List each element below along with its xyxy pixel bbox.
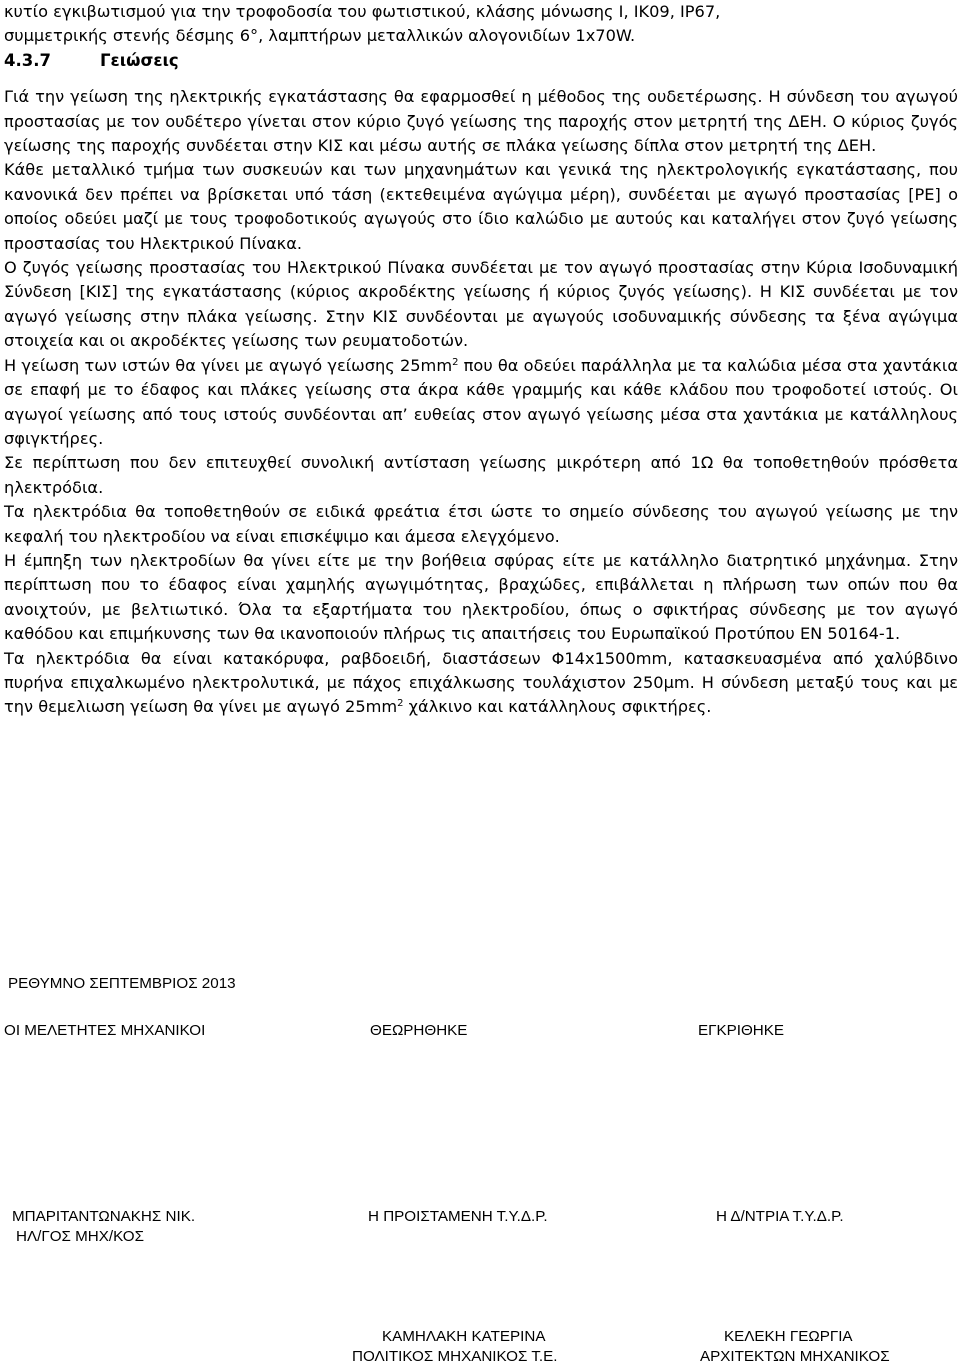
paragraph-7: Η έμπηξη των ηλεκτροδίων θα γίνει είτε με την βοήθεια σφύρας είτε με κατάλληλο διατρητικό μηχάνημα. Στην περίπτωση που το έδαφος είναι χαμηλής αγωγιμότητας, βραχώδες, επιβάλλεται η πλήρωση των οπών που θα ανοιχτούν, με βελτιωτικό. Όλα τα εξαρτήματα του ηλεκτροδίου, όπως ο σφικτήρας σύνδεσης με τον αγωγό καθόδου και επιμήκυνσης των θα ικανοποιούν πλήρως τις απαιτήσεις του Ευρωπαϊκού Προτύπου ΕΝ 50164-1. (4, 550, 958, 644)
paragraph-5: Σε περίπτωση που δεν επιτευχθεί συνολική αντίσταση γείωσης μικρότερη από 1Ω θα τοποθετηθούν πρόσθετα ηλεκτρόδια. (4, 453, 958, 497)
approver-title: Η Δ/ΝΤΡΙΑ Τ.Υ.Δ.Ρ. (716, 1208, 844, 1225)
designer-3-name: ΚΕΛΕΚΗ ΓΕΩΡΓΙΑ (724, 1328, 853, 1345)
paragraph-4-part-a: Η γείωση των ιστών θα γίνει με αγωγό γείωσης 25mm (4, 355, 453, 375)
designer-1-name: ΜΠΑΡΙΤΑΝΤΩΝΑΚΗΣ ΝΙΚ. (12, 1208, 196, 1225)
section-heading (4, 49, 958, 73)
reviewer-title: Η ΠΡΟΙΣΤΑΜΕΝΗ Τ.Υ.Δ.Ρ. (368, 1208, 548, 1225)
paragraph-8-superscript: 2 (397, 698, 404, 710)
spacer (4, 73, 958, 85)
section-number: 4.3.7 (4, 50, 51, 70)
intro-line-1: κυτίο εγκιβωτισμού για την τροφοδοσία του φωτιστικού, κλάσης μόνωσης Ι, ΙΚ09, ΙΡ67, (4, 2, 721, 21)
paragraph-8-part-a: Τα ηλεκτρόδια θα είναι κατακόρυφα, ραβδοειδή, διαστάσεων Φ14x1500mm, κατασκευασμένα από χαλύβδινο πυρήνα επιχαλκωμένο ηλεκτρολυτικά, με πάχος επιχάλκωσης τουλάχιστον 250μm. Η σύνδεση μεταξύ τους και με την θεμελιωση γείωση θα γίνει με αγωγό 25mm (4, 648, 958, 717)
paragraph-6: Τα ηλεκτρόδια θα τοποθετηθούν σε ειδικά φρεάτια έτσι ώστε το σημείο σύνδεσης του αγωγού γείωσης με την κεφαλή του ηλεκτροδίου να είναι επισκέψιμο και άμεσα ελεγχόμενο. (4, 502, 958, 546)
role-designers: ΟΙ ΜΕΛΕΤΗΤΕΣ ΜΗΧΑΝΙΚΟΙ (4, 1022, 206, 1039)
designer-1-title: ΗΛ/ΓΟΣ ΜΗΧ/ΚΟΣ (16, 1228, 144, 1245)
paragraph-4-part-b: που θα οδεύει παράλληλα με τα καλώδια μέσα στα χαντάκια σε επαφή με το έδαφος και πλάκες γείωσης στα άκρα κάθε γραμμής και κάθε κλάδου που τροφοδοτεί ιστούς. Οι αγωγοί γείωσης από τους ιστούς συνδέονται απ’ ευθείας στον αγωγό γείωσης μέσα στα χαντάκια με κατάλληλους σφιγκτήρες. (4, 355, 958, 448)
place-date: ΡΕΘΥΜΝΟ ΣΕΠΤΕΜΒΡΙΟΣ 2013 (8, 975, 236, 992)
designer-3-title: ΑΡΧΙΤΕΚΤΩΝ ΜΗΧΑΝΙΚΟΣ (700, 1348, 890, 1365)
designer-2-title: ΠΟΛΙΤΙΚΟΣ ΜΗΧΑΝΙΚΟΣ Τ.Ε. (352, 1348, 558, 1365)
designer-2-name: ΚΑΜΗΛΑΚΗ ΚΑΤΕΡΙΝΑ (382, 1328, 546, 1345)
body-text (4, 0, 958, 720)
intro-line-2: συμμετρικής στενής δέσμης 6°, λαμπτήρων μεταλλικών αλογονιδίων 1x70W. (4, 26, 636, 46)
paragraph-4-superscript: 2 (452, 356, 459, 368)
paragraph-2: Κάθε μεταλλικό τμήμα των συσκευών και των μηχανημάτων και γενικά της ηλεκτρολογικής εγκατάστασης, που κανονικά δεν πρέπει να βρίσκεται υπό τάση (εκτεθειμένα αγώγιμα μέρη), συνδέεται με αγωγό προστασίας [PE] ο οποίος οδεύει μαζί με τους τροφοδοτικούς αγωγούς στο ίδιο καλώδιο με αυτούς και καταλήγει στον ζυγό γείωσης προστασίας του Ηλεκτρικού Πίνακα. (4, 160, 958, 253)
paragraph-1: Γιά την γείωση της ηλεκτρικής εγκατάστασης θα εφαρμοσθεί η μέθοδος της ουδετέρωσης. Η σύνδεση του αγωγού προστασίας με τον ουδέτερο γίνεται στον κύριο ζυγό γείωσης της παροχής στον μετρητή της ΔΕΗ. Ο κύριος ζυγός γείωσης της παροχής συνδέεται στην ΚΙΣ και μέσω αυτής σε πλάκα γείωσης δίπλα στον μετρητή της ΔΕΗ. (4, 87, 958, 156)
paragraph-8 (4, 647, 958, 720)
paragraph-4 (4, 354, 958, 452)
paragraph-3: Ο ζυγός γείωσης προστασίας του Ηλεκτρικού Πίνακα συνδέεται με τον αγωγό προστασίας στην Κύρια Ισοδυναμική Σύνδεση [ΚΙΣ] της εγκατάστασης (κύριος ακροδέκτης γείωσης ή κύριος ζυγός γείωσης). Η ΚΙΣ συνδέεται με τον αγωγό γείωσης στην πλάκα γείωσης. Στην ΚΙΣ συνδέονται με αγωγούς ισοδυναμικής σύνδεσης τα ξένα αγώγιμα στοιχεία και οι ακροδέκτες γείωσης των ρευματοδοτών. (4, 258, 958, 351)
role-reviewed: ΘΕΩΡΗΘΗΚΕ (370, 1022, 468, 1039)
paragraph-8-part-b: χάλκινο και κατάλληλους σφικτήρες. (403, 697, 712, 717)
role-approved: ΕΓΚΡΙΘΗΚΕ (698, 1022, 785, 1039)
section-title: Γειώσεις (100, 50, 179, 70)
